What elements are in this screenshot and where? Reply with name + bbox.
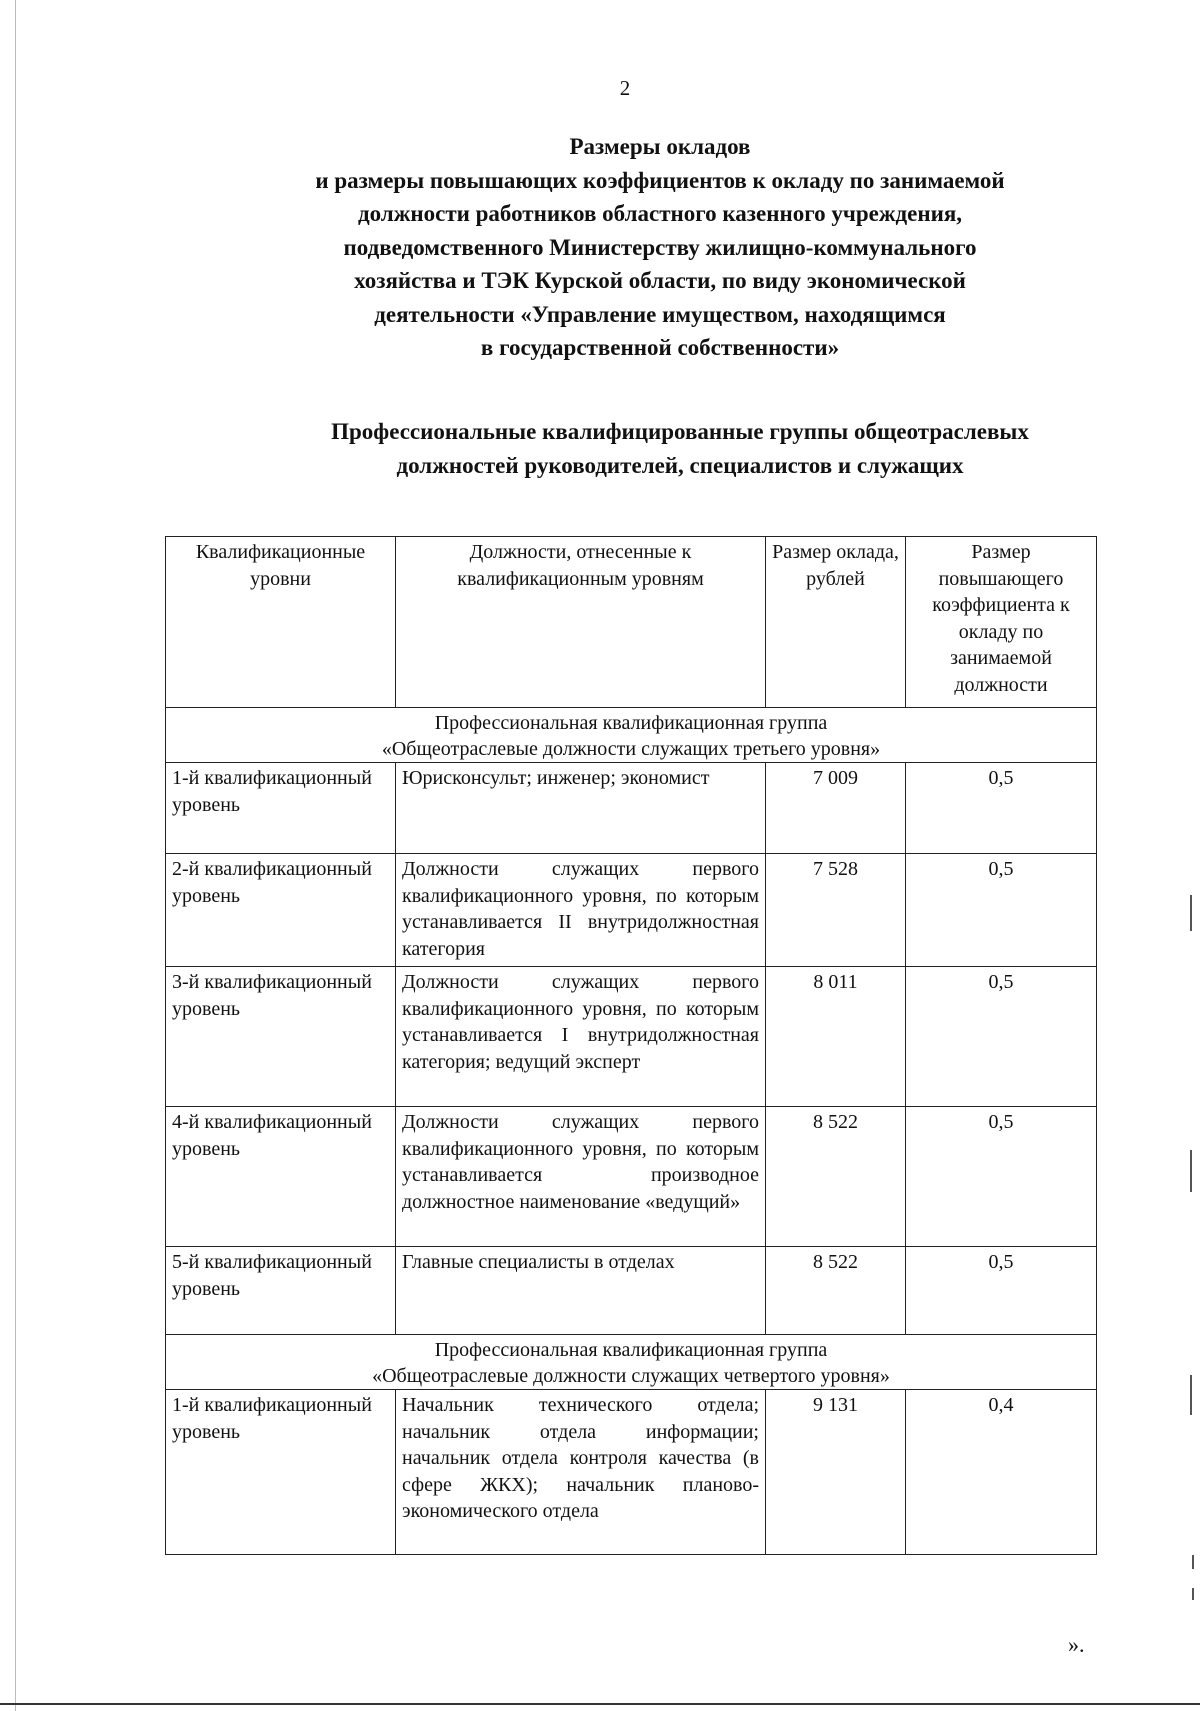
salary-cell: 8 522 (766, 1247, 906, 1335)
coef-cell: 0,5 (906, 854, 1097, 967)
page-number: 2 (619, 76, 631, 100)
title-line: деятельности «Управление имуществом, находящимся (374, 301, 946, 327)
header-coef: Размер повышающего коэффициента к окладу по занимаемой должности (906, 537, 1097, 708)
level-cell: 3-й квалификационный уровень (166, 967, 396, 1107)
table-row (166, 1247, 1097, 1335)
table-header-row (166, 537, 1097, 708)
group-header-row (166, 708, 1097, 763)
salary-table (165, 536, 1097, 1555)
scan-artifact-mark (1190, 1150, 1192, 1192)
section-title-line: Профессиональные квалифицированные группы общеотраслевых (331, 419, 1029, 444)
header-positions: Должности, отнесенные к квалификационным уровням (396, 537, 766, 708)
table-row (166, 763, 1097, 854)
section-title (200, 415, 1160, 483)
group-header-row (166, 1335, 1097, 1390)
level-cell: 2-й квалификационный уровень (166, 854, 396, 967)
group-title (166, 708, 1097, 763)
title-line: Размеры окладов (569, 134, 751, 159)
salary-cell: 7 009 (766, 763, 906, 854)
bottom-rule (0, 1703, 1200, 1705)
scan-artifact-mark (15, 0, 16, 1711)
scan-artifact-mark (1192, 1588, 1194, 1600)
positions-cell: Юрисконсульт; инженер; экономист (396, 763, 766, 854)
table-row (166, 854, 1097, 967)
group-title (166, 1335, 1097, 1390)
salary-cell: 8 011 (766, 967, 906, 1107)
level-cell: 4-й квалификационный уровень (166, 1107, 396, 1247)
positions-cell: Главные специалисты в отделах (396, 1247, 766, 1335)
group-title-line: «Общеотраслевые должности служащих четвертого уровня» (372, 1365, 890, 1387)
section-title-line: должностей руководителей, специалистов и служащих (396, 453, 964, 478)
group-title-line: Профессиональная квалификационная группа (434, 1339, 828, 1361)
level-cell: 5-й квалификационный уровень (166, 1247, 396, 1335)
title-line: в государственной собственности» (480, 335, 840, 360)
title-line: хозяйства и ТЭК Курской области, по виду экономической (354, 268, 966, 293)
positions-cell: Должности служащих первого квалификационного уровня, по которым устанавливается производное должностное наименование «ведущий» (396, 1107, 766, 1247)
group-title-line: «Общеотраслевые должности служащих третьего уровня» (381, 738, 881, 760)
coef-cell: 0,5 (906, 967, 1097, 1107)
table-row (166, 1390, 1097, 1555)
title-line: подведомственного Министерству жилищно-коммунального (343, 234, 977, 260)
table-row (166, 967, 1097, 1107)
table-row (166, 1107, 1097, 1247)
salary-cell: 9 131 (766, 1390, 906, 1555)
coef-cell: 0,4 (906, 1390, 1097, 1555)
header-level: Квалификационные уровни (166, 537, 396, 708)
title-line: и размеры повышающих коэффициентов к окладу по занимаемой (315, 167, 1005, 193)
group-title-line: Профессиональная квалификационная группа (434, 712, 828, 734)
coef-cell: 0,5 (906, 1107, 1097, 1247)
header-salary: Размер оклада, рублей (766, 537, 906, 708)
positions-cell: Начальник технического отдела; начальник отдела информации; начальник отдела контроля качества (в сфере ЖКХ); начальник планово-экономического отдела (396, 1390, 766, 1555)
positions-cell: Должности служащих первого квалификационного уровня, по которым устанавливается I внутридолжностная категория; ведущий эксперт (396, 967, 766, 1107)
coef-cell: 0,5 (906, 763, 1097, 854)
closing-quote-mark: ». (1068, 1632, 1085, 1657)
document-title (180, 130, 1140, 365)
salary-cell: 7 528 (766, 854, 906, 967)
title-line: должности работников областного казенного учреждения, (357, 201, 963, 226)
salary-cell: 8 522 (766, 1107, 906, 1247)
positions-cell: Должности служащих первого квалификационного уровня, по которым устанавливается II внутридолжностная категория (396, 854, 766, 967)
scan-artifact-mark (1192, 1555, 1194, 1569)
level-cell: 1-й квалификационный уровень (166, 1390, 396, 1555)
scan-artifact-mark (1190, 895, 1192, 931)
level-cell: 1-й квалификационный уровень (166, 763, 396, 854)
scan-artifact-mark (1190, 1375, 1192, 1415)
coef-cell: 0,5 (906, 1247, 1097, 1335)
